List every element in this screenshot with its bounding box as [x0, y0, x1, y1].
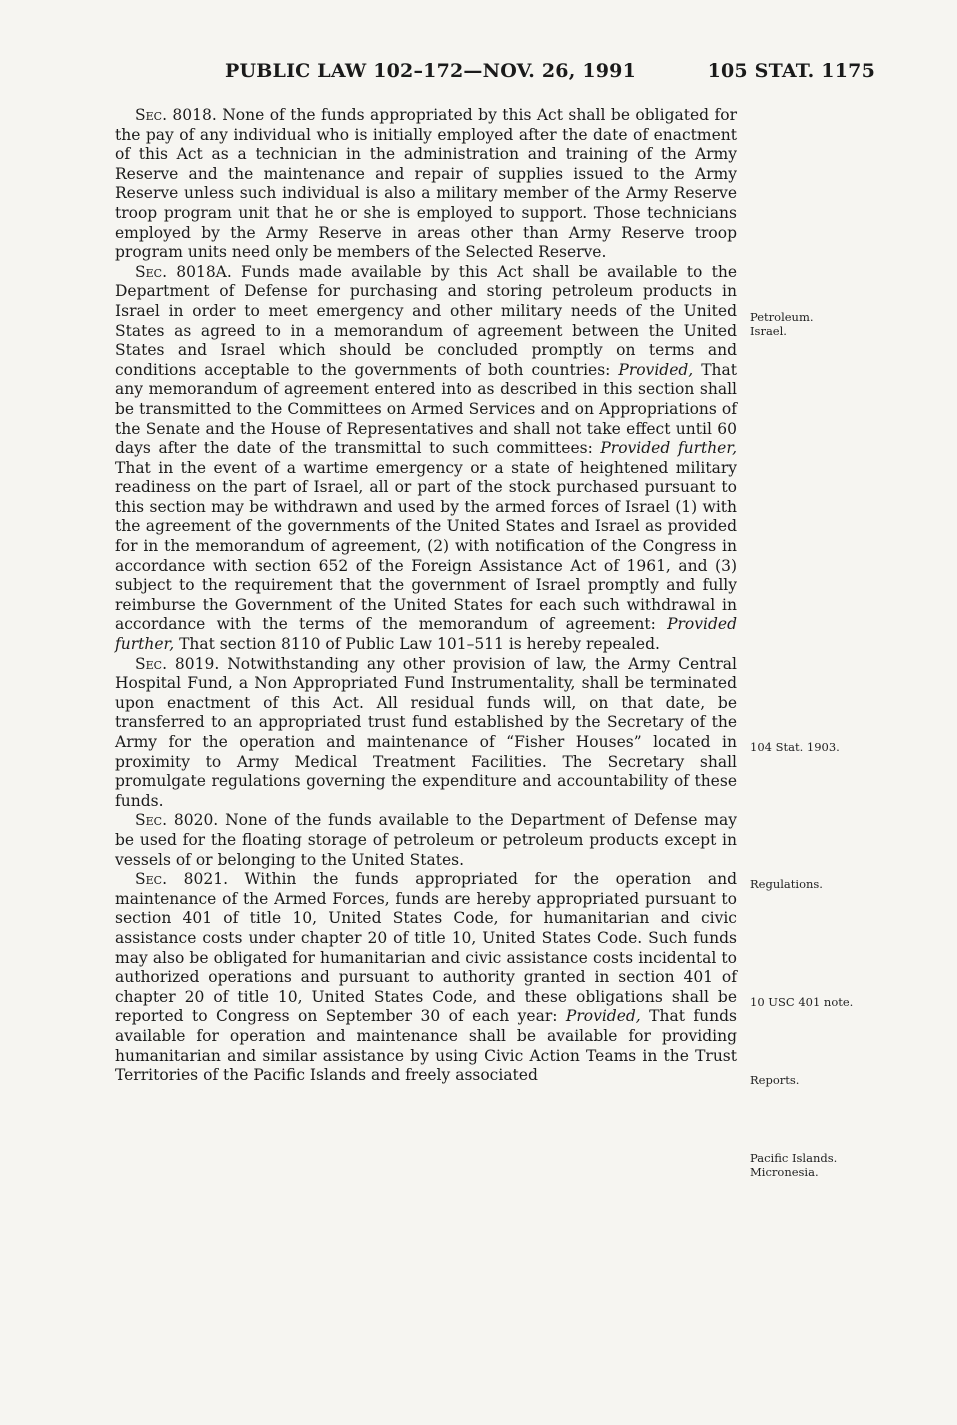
section-text: 8019. Notwithstanding any other provision of law, the Army Central Hospital Fund, a Non Appropriated Fund Instrumentality, shall be terminated upon enactment of this Act. All residual funds will, on that date, be transferred to an appropriated trust fund established by the Secretary of the Army for the operation and maintenance of “Fisher Houses” located in proximity to Army Medical Treatment Facilities. The Secretary shall promulgate regulations governing the expenditure and accountability of these funds.: [115, 654, 737, 810]
section-text: That section 8110 of Public Law 101–511 is hereby repealed.: [174, 635, 660, 654]
section-label: Sec.: [135, 262, 167, 281]
statute-body: [115, 106, 737, 1086]
section-label: Sec.: [135, 106, 167, 124]
margin-note-petroleum: Petroleum.: [750, 310, 814, 324]
margin-note-micronesia: Micronesia.: [750, 1165, 819, 1179]
section-paragraph: [115, 263, 737, 655]
page-header: [225, 60, 875, 92]
section-label: Sec.: [135, 870, 167, 889]
margin-note-stat-citation: 104 Stat. 1903.: [750, 740, 840, 754]
section-text: 8020. None of the funds available to the Department of Defense may be used for the floating storage of petroleum or petroleum products except in vessels of or belonging to the United States.: [115, 811, 737, 869]
margin-note-pacific-islands: Pacific Islands.: [750, 1151, 838, 1165]
margin-note-israel: Israel.: [750, 324, 787, 338]
section-text: 8018A. Funds made available by this Act shall be available to the Department of Defense for purchasing and storing petroleum products in Israel in order to meet emergency and other military needs of the United States as agreed to in a memorandum of agreement between the United States and Israel which should be concluded promptly on terms and conditions acceptable to the governments of both countries:: [115, 262, 737, 379]
section-paragraph: [115, 811, 737, 870]
header-stat-page: 105 STAT. 1175: [707, 60, 875, 82]
section-text: That funds available for operation and maintenance shall be available for providing humanitarian and similar assistance by using Civic Action Teams in the Trust Territories of the Pacific Islands and freely associated: [115, 1007, 737, 1085]
section-text: 8018. None of the funds appropriated by this Act shall be obligated for the pay of any individual who is initially employed after the date of enactment of this Act as a technician in the administration and training of the Army Reserve and the maintenance and repair of supplies issued to the Army Reserve unless such individual is also a military member of the Army Reserve troop program unit that he or she is employed to support. Those technicians employed by the Army Reserve in areas other than Army Reserve troop program units need only be members of the Selected Reserve.: [115, 106, 737, 262]
proviso-emphasis: Provided,: [618, 360, 694, 379]
proviso-emphasis: Provided,: [565, 1007, 641, 1026]
proviso-emphasis: Provided further,: [115, 615, 737, 654]
section-text: That in the event of a wartime emergency or a state of heightened military readiness on the part of Israel, all or part of the stock purchased pursuant to this section may be withdrawn and used by the armed forces of Israel (1) with the agreement of the governments of the United States and Israel as provided for in the memorandum of agreement, (2) with notification of the Congress in accordance with section 652 of the Foreign Assistance Act of 1961, and (3) subject to the requirement that the government of Israel promptly and fully reimburse the Government of the United States for each such withdrawal in accordance with the terms of the memorandum of agreement:: [115, 458, 737, 634]
header-citation: PUBLIC LAW 102–172—NOV. 26, 1991: [225, 60, 637, 82]
section-paragraph: [115, 870, 737, 1086]
margin-note-regulations: Regulations.: [750, 877, 823, 891]
proviso-emphasis: Provided further,: [600, 439, 737, 458]
section-text: 8021. Within the funds appropriated for the operation and maintenance of the Armed Forces, funds are hereby appropriated pursuant to section 401 of title 10, United States Code, for humanitarian and civic assistance costs under chapter 20 of title 10, United States Code. Such funds may also be obligated for humanitarian and civic assistance costs incidental to authorized operations and pursuant to authority granted in section 401 of chapter 20 of title 10, United States Code, and these obligations shall be reported to Congress on September 30 of each year:: [115, 870, 737, 1026]
section-paragraph: [115, 106, 737, 263]
section-paragraph: [115, 655, 737, 812]
margin-note-reports: Reports.: [750, 1073, 800, 1087]
section-label: Sec.: [135, 654, 167, 673]
margin-note-usc-note: 10 USC 401 note.: [750, 995, 854, 1009]
section-text: That any memorandum of agreement entered into as described in this section shall be transmitted to the Committees on Armed Services and on Appropriations of the Senate and the House of Representatives and shall not take effect until 60 days after the date of the transmittal to such committees:: [115, 360, 738, 458]
section-label: Sec.: [135, 811, 167, 830]
